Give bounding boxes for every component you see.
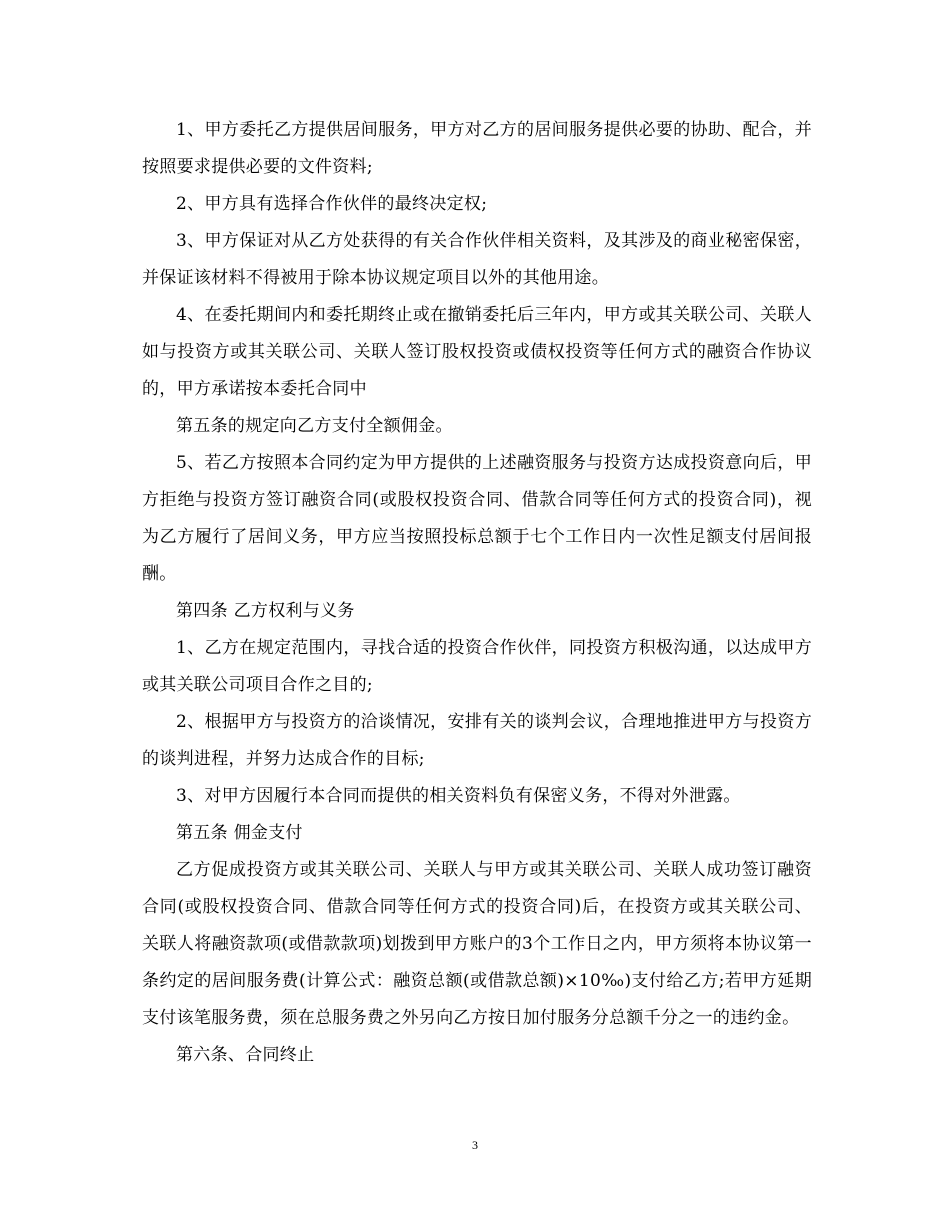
paragraph-12: 乙方促成投资方或其关联公司、关联人与甲方或其关联公司、关联人成功签订融资合同(或股权投资合同、借款合同等任何方式的投资合同)后，在投资方或其关联公司、关联人将融资款项(或借款款项)划拨到甲方账户的3个工作日之内，甲方须将本协议第一条约定的居间服务费(计算公式：融资总额(或借款总额)×10‰)支付给乙方;若甲方延期支付该笔服务费，须在总服务费之外另向乙方按日加付服务分总额千分之一的违约金。 [142, 860, 812, 1028]
section-heading-article-4: 第四条 乙方权利与义务 [176, 601, 355, 621]
paragraph-3: 3、甲方保证对从乙方处获得的有关合作伙伴相关资料，及其涉及的商业秘密保密，并保证该材料不得被用于除本协议规定项目以外的其他用途。 [142, 231, 812, 288]
paragraph-6: 5、若乙方按照本合同约定为甲方提供的上述融资服务与投资方达成投资意向后，甲方拒绝与投资方签订融资合同(或股权投资合同、借款合同等任何方式的投资合同)，视为乙方履行了居间义务，甲方应当按照投标总额于七个工作日内一次性足额支付居间报酬。 [142, 453, 812, 584]
paragraph-5: 第五条的规定向乙方支付全额佣金。 [176, 416, 453, 436]
page-number: 3 [472, 1138, 478, 1152]
section-heading-article-5: 第五条 佣金支付 [176, 823, 303, 843]
paragraph-2: 2、甲方具有选择合作伙伴的最终决定权; [176, 194, 488, 214]
paragraph-1: 1、甲方委托乙方提供居间服务，甲方对乙方的居间服务提供必要的协助、配合，并按照要求提供必要的文件资料; [142, 120, 812, 177]
paragraph-8: 1、乙方在规定范围内，寻找合适的投资合作伙伴，同投资方积极沟通，以达成甲方或其关联公司项目合作之目的; [142, 638, 812, 695]
paragraph-9: 2、根据甲方与投资方的洽谈情况，安排有关的谈判会议，合理地推进甲方与投资方的谈判进程，并努力达成合作的目标; [142, 712, 812, 769]
section-heading-article-6: 第六条、合同终止 [176, 1045, 315, 1065]
paragraph-4: 4、在委托期间内和委托期终止或在撤销委托后三年内，甲方或其关联公司、关联人如与投资方或其关联公司、关联人签订股权投资或债权投资等任何方式的融资合作协议的，甲方承诺按本委托合同中 [142, 305, 812, 399]
document-body [142, 112, 812, 1074]
paragraph-10: 3、对甲方因履行本合同而提供的相关资料负有保密义务，不得对外泄露。 [176, 786, 741, 806]
